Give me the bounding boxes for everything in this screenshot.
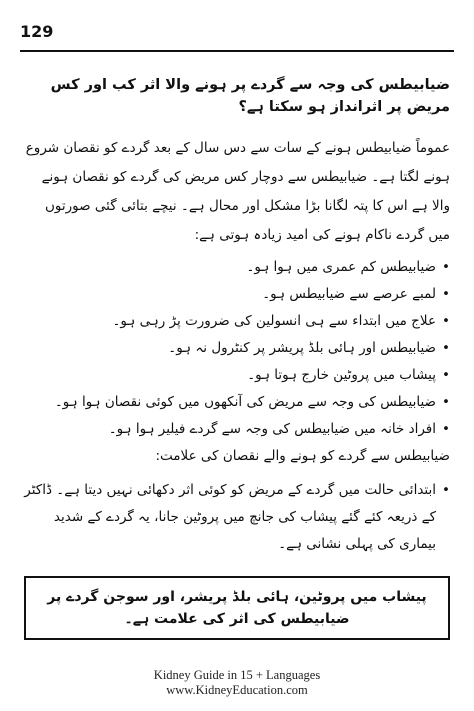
- page-footer: [0, 668, 474, 698]
- intro-paragraph: عموماً ضیابیطس ہونے کے سات سے دس سال کے بعد گردے کو نقصان شروع ہونے لگتا ہے۔ ضیابیطس سے دوچار کس مریض کی گردے کو نقصان ہونے والا ہے اس کا پتہ لگانا بڑا مشکل اور محال ہے۔ نیچے بتائی گئی صورتوں میں گردے ناکام ہونے کی امید زیادہ ہوتی ہے:: [25, 140, 450, 243]
- page-number: 129: [20, 22, 54, 41]
- page-content: [24, 62, 450, 640]
- list-item: • ضیابیطس اور ہائی بلڈ پریشر پر کنٹرول نہ ہو۔: [24, 335, 450, 362]
- symptoms-paragraph: [24, 477, 450, 558]
- header-rule: [20, 50, 454, 52]
- list-item: • افراد خانہ میں ضیابیطس کی وجہ سے گردے فیلیر ہوا ہو۔: [24, 416, 450, 443]
- list-item: • علاج میں ابتداء سے ہی انسولین کی ضرورت پڑ رہی ہو۔: [24, 308, 450, 335]
- section-heading: ضیابیطس کی وجہ سے گردے پر ہونے والا اثر کب اور کس مریض پر اثرانداز ہو سکتا ہے؟: [50, 77, 450, 115]
- bullet-marker: •: [442, 482, 450, 498]
- list-item: • ضیابیطس کی وجہ سے مریض کی آنکھوں میں کوئی نقصان ہوا ہو۔: [24, 389, 450, 416]
- footer-website-link[interactable]: www.KidneyEducation.com: [166, 683, 308, 697]
- symptoms-text: ابتدائی حالت میں گردے کے مریض کو کوئی اثر دکھائی نہیں دیتا ہے۔ ڈاکٹر کے ذریعہ کئے گئے پیشاب کی جانچ میں پروٹین جانا، یہ گردے کے شدید بیماری کی پہلی نشانی ہے۔: [24, 482, 436, 552]
- callout-box: پیشاب میں پروٹین، ہائی بلڈ پریشر، اور سوجن گردے پر ضیابیطس کی اثر کی علامت ہے۔: [24, 576, 450, 640]
- footer-title: Kidney Guide in 15 + Languages: [153, 668, 321, 682]
- risk-factor-list: [24, 254, 450, 443]
- list-item: • پیشاب میں پروٹین خارج ہوتا ہو۔: [24, 362, 450, 389]
- list-item: • لمبے عرصے سے ضیابیطس ہو۔: [24, 281, 450, 308]
- symptoms-heading: ضیابیطس سے گردے کو ہونے والے نقصان کی علامت:: [155, 448, 450, 464]
- list-item: • ضیابیطس کم عمری میں ہوا ہو۔: [24, 254, 450, 281]
